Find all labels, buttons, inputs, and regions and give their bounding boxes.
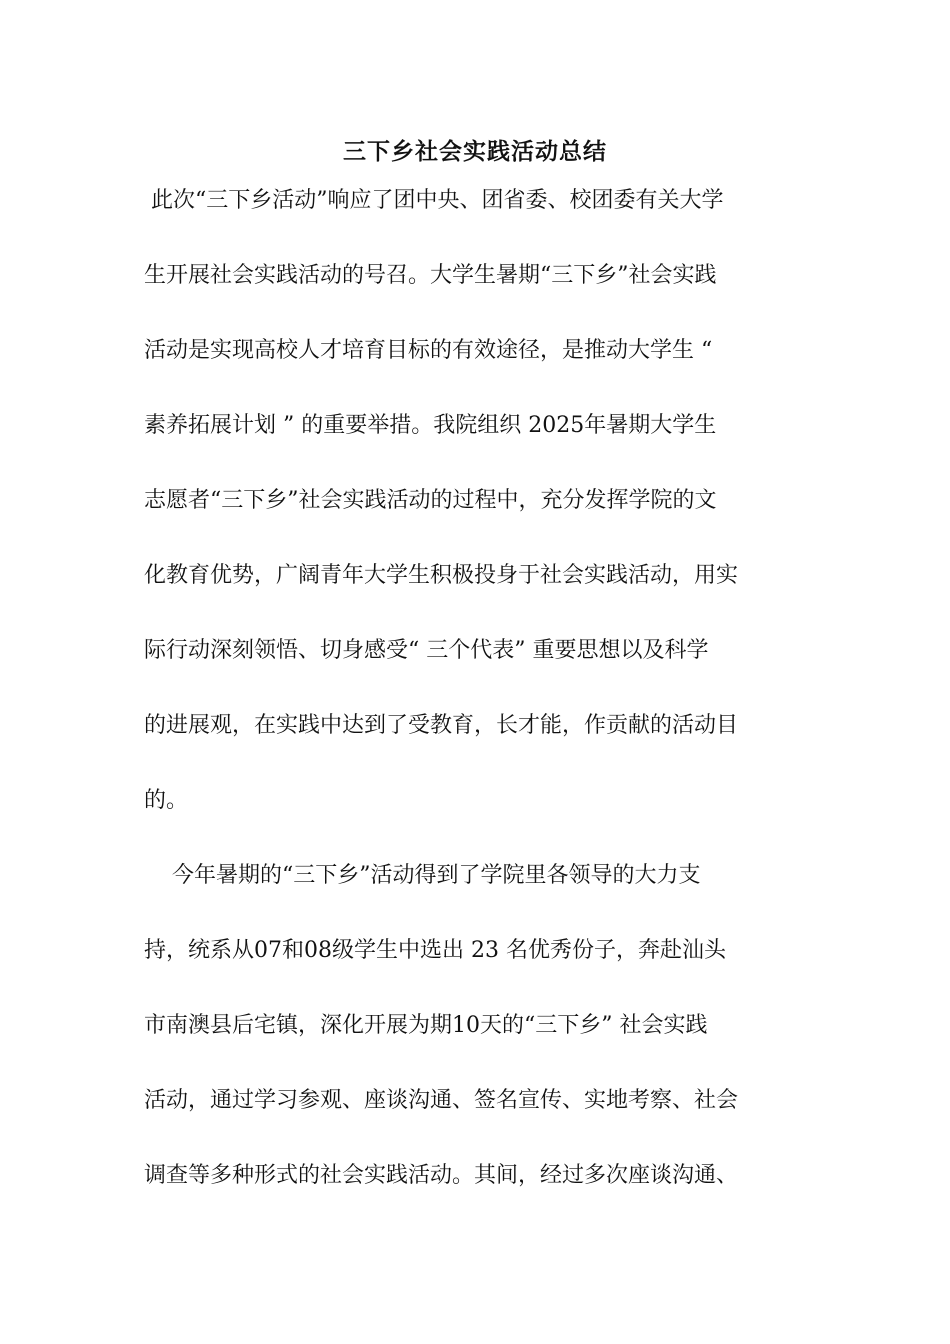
paragraph-2-line-1: 今年暑期的“三下乡”活动得到了学院里各领导的大力支 (144, 863, 701, 888)
paragraph-1-line-3: 活动是实现高校人才培育目标的有效途径，是推动大学生 “ (144, 338, 713, 363)
paragraph-1-line-2: 生开展社会实践活动的号召。大学生暑期“三下乡”社会实践 (144, 263, 717, 288)
paragraph-1-line-1: 此次“三下乡活动”响应了团中央、团省委、校团委有关大学 (144, 188, 724, 213)
paragraph-2-line-2: 持，统系从07和08级学生中选出 23 名优秀份子，奔赴汕头 (144, 938, 726, 963)
paragraph-2-line-5: 调查等多种形式的社会实践活动。其间，经过多次座谈沟通、 (144, 1163, 739, 1188)
paragraph-2-line-4: 活动，通过学习参观、座谈沟通、签名宣传、实地考察、社会 (144, 1088, 739, 1113)
paragraph-1-line-4: 素养拓展计划 ” 的重要举措。我院组织 2025年暑期大学生 (144, 413, 717, 438)
document-title: 三下乡社会实践活动总结 (343, 138, 607, 165)
paragraph-1-line-6: 化教育优势，广阔青年大学生积极投身于社会实践活动，用实 (144, 563, 739, 588)
paragraph-1-line-5: 志愿者“三下乡”社会实践活动的过程中，充分发挥学院的文 (144, 488, 717, 513)
paragraph-1-line-8: 的进展观，在实践中达到了受教育，长才能，作贡献的活动目 (144, 713, 739, 738)
paragraph-1-line-9: 的。 (144, 788, 189, 813)
paragraph-2-line-3: 市南澳县后宅镇，深化开展为期10天的“三下乡” 社会实践 (144, 1013, 708, 1038)
paragraph-1-line-7: 际行动深刻领悟、切身感受“ 三个代表” 重要思想以及科学 (144, 638, 709, 663)
